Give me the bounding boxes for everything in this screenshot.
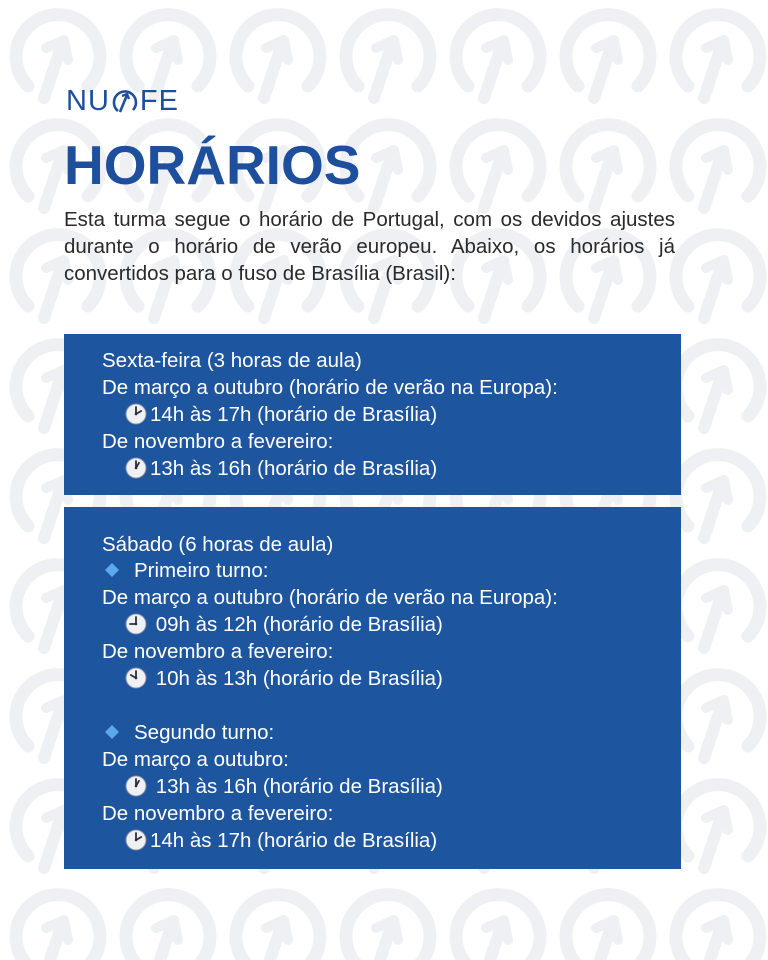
shift2-time-summer [125, 774, 443, 801]
shift2-label: Segundo turno: [134, 721, 275, 744]
shift2-period-summer: De março a outubro: [102, 748, 289, 771]
time-text: 13h às 16h (horário de Brasília) [155, 775, 443, 798]
clock-icon [125, 457, 147, 479]
friday-period-summer: De março a outubro (horário de verão na Europa): [102, 376, 558, 399]
time-text: 09h às 12h (horário de Brasília) [155, 613, 443, 636]
friday-time-winter [125, 456, 437, 483]
time-text: 10h às 13h (horário de Brasília) [155, 667, 443, 690]
shift1-label-row [102, 558, 268, 585]
friday-period-winter: De novembro a fevereiro: [102, 430, 334, 453]
intro-paragraph: Esta turma segue o horário de Portugal, com os devidos ajustes durante o horário de verão europeu. Abaixo, os horários já convertidos para o fuso de Brasília (Brasil): [64, 208, 675, 285]
clock-icon [125, 667, 147, 689]
time-text: 14h às 17h (horário de Brasília) [150, 829, 438, 852]
clock-icon [125, 613, 147, 635]
shift2-period-winter: De novembro a fevereiro: [102, 802, 334, 825]
shift2-time-winter [125, 828, 437, 855]
saturday-heading: Sábado (6 horas de aula) [102, 533, 334, 556]
clock-icon [125, 829, 147, 851]
logo-text-left: NU [66, 84, 110, 117]
shift1-period-winter: De novembro a fevereiro: [102, 640, 334, 663]
saturday-schedule-card [64, 507, 681, 869]
friday-schedule-card [64, 334, 681, 495]
arrow-c-icon [111, 87, 139, 115]
nufe-logo [66, 86, 179, 116]
time-text: 13h às 16h (horário de Brasília) [150, 457, 438, 480]
shift1-label: Primeiro turno: [134, 559, 269, 582]
shift1-time-winter [125, 666, 443, 693]
time-text: 14h às 17h (horário de Brasília) [150, 403, 438, 426]
page-title: HORÁRIOS [64, 134, 361, 196]
logo-text-right: FE [139, 84, 179, 117]
shift1-time-summer [125, 612, 443, 639]
clock-icon [125, 775, 147, 797]
blue-diamond-icon [104, 721, 120, 737]
shift2-label-row [102, 720, 274, 747]
blue-diamond-icon [104, 559, 120, 575]
friday-time-summer [125, 402, 437, 429]
friday-heading: Sexta-feira (3 horas de aula) [102, 349, 362, 372]
shift1-period-summer: De março a outubro (horário de verão na Europa): [102, 586, 558, 609]
clock-icon [125, 403, 147, 425]
